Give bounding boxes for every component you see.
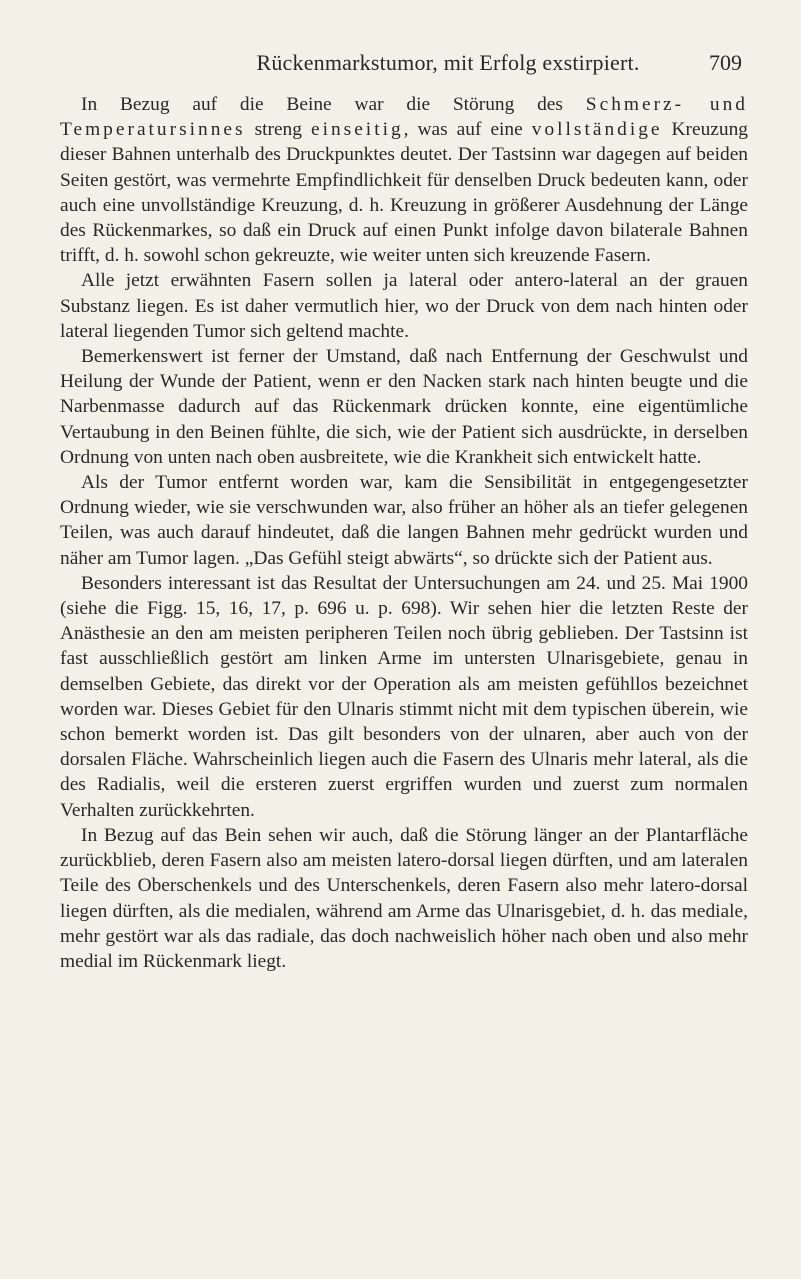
body-text — [60, 92, 748, 974]
emphasized-term: vollständige — [531, 119, 663, 141]
running-head: Rückenmarkstumor, mit Erfolg exstirpiert. — [256, 50, 640, 75]
text-run: streng — [245, 119, 311, 141]
paragraph-6: In Bezug auf das Bein sehen wir auch, daß die Störung länger an der Plantarfläche zurückblieb, deren Fasern also am meisten latero-dorsal liegen dürften, und am lateralen Teile des Oberschenkels und des Unterschenkels, deren Fasern also mehr latero-dorsal liegen dürften, als die medialen, während am Arme das Ulnarisgebiet, d. h. das mediale, mehr gestört war als das radiale, das doch nachweislich höher nach oben und also mehr medial im Rückenmark liegt. — [60, 824, 748, 972]
paragraph-2: Alle jetzt erwähnten Fasern sollen ja lateral oder antero-lateral an der grauen Substanz liegen. Es ist daher vermutlich hier, wo der Druck von dem nach hinten oder lateral liegenden Tumor sich geltend machte. — [60, 270, 748, 342]
paragraph-5: Besonders interessant ist das Resultat der Untersuchungen am 24. und 25. Mai 1900 (siehe die Figg. 15, 16, 17, p. 696 u. p. 698). Wir sehen hier die letzten Reste der Anästhesie an den am meisten peripheren Teilen noch übrig geblieben. Der Tastsinn ist fast ausschließlich gestört am linken Arme im untersten Ulnarisgebiete, genau in demselben Gebiete, das direkt vor der Operation als am meisten gefühllos bezeichnet worden war. Dieses Gebiet für den Ulnaris stimmt nicht mit dem typischen überein, wie schon bemerkt worden ist. Das gilt besonders von der ulnaren, aber auch von der dorsalen Fläche. Wahrscheinlich liegen auch die Fasern des Ulnaris mehr lateral, als die des Radialis, weil die ersteren zuerst ergriffen wurden und zuerst zum normalen Verhalten zurückkehrten. — [60, 572, 748, 821]
page-number: 709 — [709, 50, 742, 75]
emphasized-term: Schmerz- und Temperatursinnes — [60, 94, 749, 141]
text-run: , was auf eine — [403, 119, 532, 141]
text-run: Kreuzung dieser Bahnen unterhalb des Druckpunktes deutet. Der Tastsinn war dagegen auf beiden Seiten gestört, was vermehrte Empfindlichkeit für denselben Druck bedeuten kann, oder auch eine unvollständige Kreuzung, d. h. Kreuzung in größerer Ausdehnung der Länge des Rückenmarkes, so daß ein Druck auf einen Punkt infolge davon bilaterale Bahnen trifft, d. h. sowohl schon gekreuzte, wie weiter unten sich kreuzende Fasern. — [60, 119, 749, 267]
paragraph-1 — [60, 92, 748, 268]
paragraph-4: Als der Tumor entfernt worden war, kam die Sensibilität in entgegengesetzter Ordnung wieder, wie sie verschwunden war, also früher an höher als an tiefer gelegenen Teilen, was auch darauf hindeutet, daß die langen Bahnen mehr gedrückt wurden und näher am Tumor lagen. „Das Gefühl steigt abwärts“, so drückte sich der Patient aus. — [60, 472, 748, 569]
text-run: In Bezug auf die Beine war die Störung des — [81, 94, 586, 115]
paragraph-3: Bemerkenswert ist ferner der Umstand, daß nach Entfernung der Geschwulst und Heilung der Wunde der Patient, wenn er den Nacken stark nach hinten beugte und die Narbenmasse dadurch auf das Rückenmark drücken konnte, eine eigentümliche Vertaubung in den Beinen fühlte, die sich, wie der Patient sich ausdrückte, in derselben Ordnung von unten nach oben ausbreitete, wie die Krankheit sich entwickelt hatte. — [60, 346, 748, 468]
emphasized-term: einseitig — [310, 119, 404, 141]
